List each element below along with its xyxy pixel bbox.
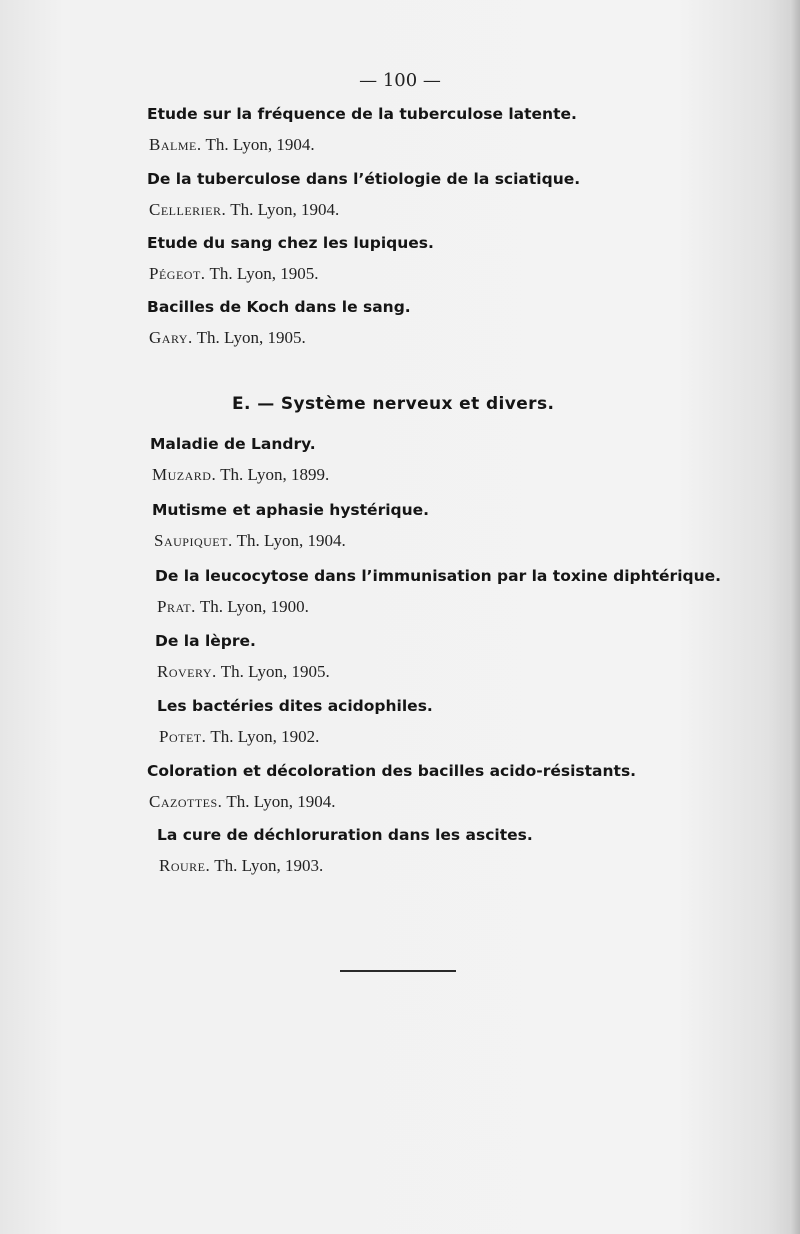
- entry-reference: [157, 725, 433, 749]
- entry-citation: Th. Lyon, 1904.: [201, 135, 315, 154]
- entry-title: De la lèpre.: [155, 632, 256, 650]
- entry-citation: Th. Lyon, 1900.: [195, 597, 309, 616]
- entry-title: Bacilles de Koch dans le sang.: [147, 298, 411, 316]
- bibliography-entry: [147, 168, 580, 222]
- entry-author: Cazottes.: [149, 792, 223, 811]
- entry-author: Muzard.: [152, 465, 217, 484]
- entry-author: Prat.: [157, 597, 196, 616]
- bibliography-entry: [147, 103, 577, 157]
- entry-reference: [147, 790, 636, 814]
- bibliography-entry: [155, 565, 721, 619]
- entry-title: De la tuberculose dans l’étiologie de la sciatique.: [147, 170, 581, 188]
- entry-author: Roure.: [159, 856, 211, 875]
- entry-title: Etude sur la fréquence de la tuberculose latente.: [147, 105, 577, 123]
- entry-reference: [157, 854, 533, 878]
- entry-reference: [147, 198, 580, 222]
- entry-citation: Th. Lyon, 1902.: [206, 727, 320, 746]
- entry-title: Etude du sang chez les lupiques.: [147, 234, 434, 252]
- entry-reference: [147, 133, 577, 157]
- entry-reference: [147, 326, 411, 350]
- entry-author: Potet.: [159, 727, 207, 746]
- entry-reference: [147, 262, 434, 286]
- bibliography-entry: [147, 760, 636, 814]
- bibliography-entry: [147, 296, 411, 350]
- entry-citation: Th. Lyon, 1905.: [216, 662, 330, 681]
- entry-reference: [155, 595, 721, 619]
- entry-citation: Th. Lyon, 1903.: [210, 856, 324, 875]
- bibliography-entry: [152, 499, 429, 553]
- entry-author: Rovery.: [157, 662, 217, 681]
- closing-rule: [340, 970, 456, 972]
- entry-citation: Th. Lyon, 1905.: [205, 264, 319, 283]
- entry-citation: Th. Lyon, 1905.: [192, 328, 306, 347]
- entry-citation: Th. Lyon, 1904.: [232, 531, 346, 550]
- bibliography-entry: [157, 824, 533, 878]
- entry-author: Pégeot.: [149, 264, 206, 283]
- entry-citation: Th. Lyon, 1904.: [222, 792, 336, 811]
- entry-author: Saupiquet.: [154, 531, 233, 550]
- bibliography-entry: [147, 232, 434, 286]
- entry-title: Mutisme et aphasie hystérique.: [152, 501, 430, 519]
- entry-citation: Th. Lyon, 1904.: [226, 200, 340, 219]
- entry-author: Balme.: [149, 135, 202, 154]
- entry-author: Cellerier.: [149, 200, 227, 219]
- page-edge-shadow: [790, 0, 800, 1234]
- entry-reference: [152, 529, 429, 553]
- entry-author: Gary.: [149, 328, 193, 347]
- entry-title: De la leucocytose dans l’immunisation par la toxine diphtérique.: [155, 567, 722, 585]
- entry-reference: [150, 463, 329, 487]
- entry-title: La cure de déchloruration dans les ascites.: [157, 826, 533, 844]
- page-number: — 100 —: [359, 70, 441, 91]
- entry-title: Les bactéries dites acidophiles.: [157, 697, 433, 715]
- bibliography-entry: [150, 433, 329, 487]
- entry-citation: Th. Lyon, 1899.: [216, 465, 330, 484]
- section-heading: E. — Système nerveux et divers.: [232, 394, 555, 414]
- entry-title: Maladie de Landry.: [150, 435, 316, 453]
- bibliography-entry: [155, 630, 330, 684]
- entry-title: Coloration et décoloration des bacilles acido-résistants.: [147, 762, 637, 780]
- bibliography-entry: [157, 695, 433, 749]
- entry-reference: [155, 660, 330, 684]
